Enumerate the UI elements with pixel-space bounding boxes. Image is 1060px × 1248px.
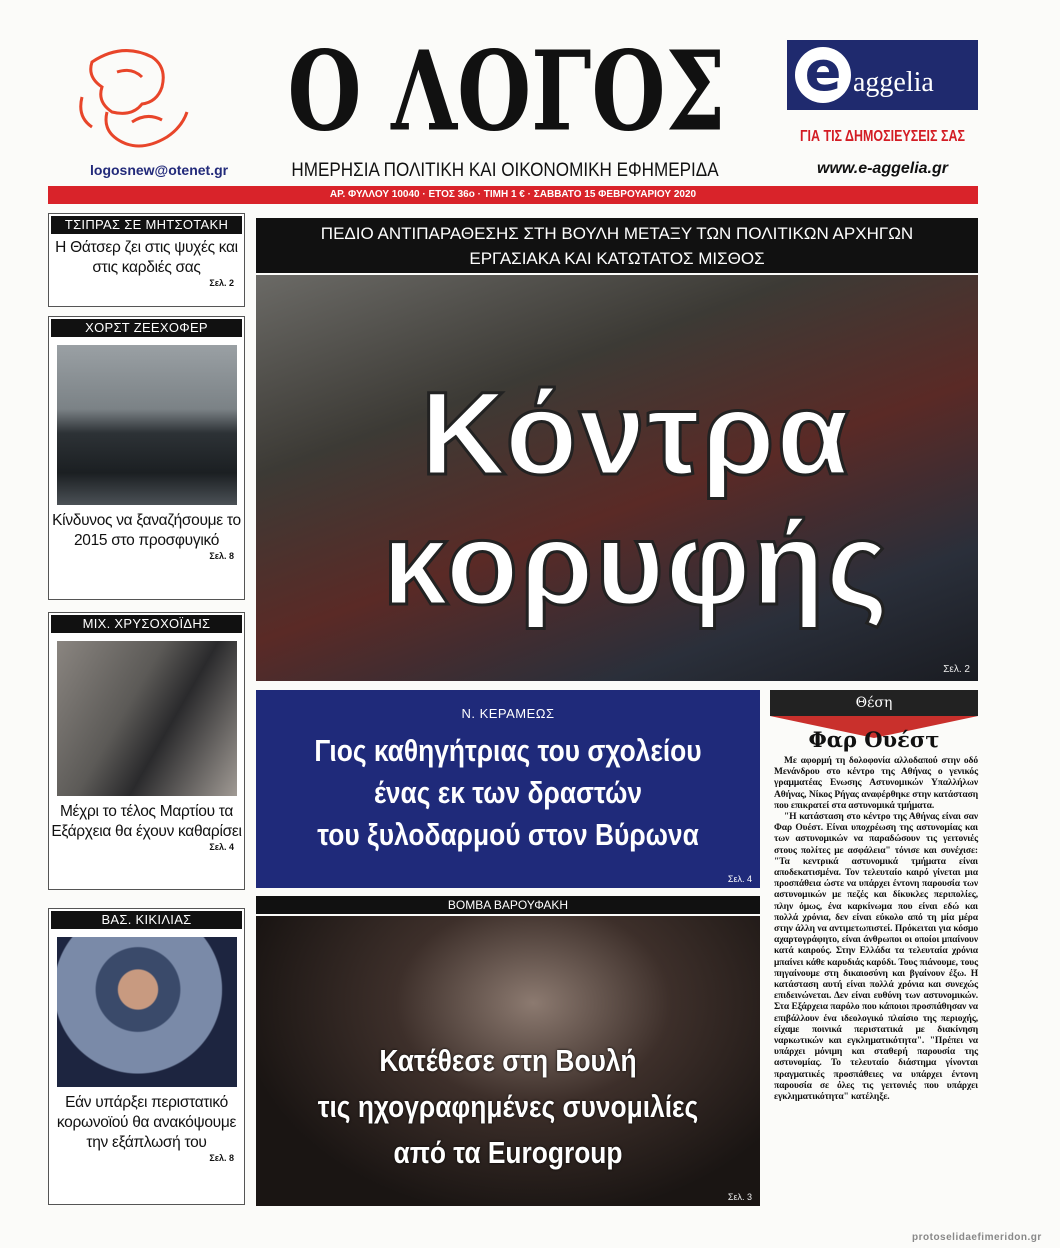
page-ref: Σελ. 4 bbox=[727, 874, 752, 884]
story-headline-line: Κατέθεσε στη Βουλή bbox=[379, 1043, 637, 1078]
lead-kicker-line: ΕΡΓΑΣΙΑΚΑ ΚΑΙ ΚΑΤΩΤΑΤΟΣ ΜΙΣΘΟΣ bbox=[469, 249, 765, 268]
story-kicker: Ν. ΚΕΡΑΜΕΩΣ bbox=[461, 706, 555, 721]
contact-email: logosnew@otenet.gr bbox=[90, 162, 229, 178]
masthead-tagline: ΗΜΕΡΗΣΙΑ ΠΟΛΙΤΙΚΗ ΚΑΙ ΟΙΚΟΝΟΜΙΚΗ ΕΦΗΜΕΡΙΔΑ bbox=[291, 160, 719, 181]
issue-info-band: ΑΡ. ΦΥΛΛΟΥ 10040 · ΕΤΟΣ 36ο · ΤΙΜΗ 1 € · ΣΑΒΒΑΤΟ 15 ΦΕΒΡΟΥΑΡΙΟΥ 2020 bbox=[48, 186, 978, 204]
story-headline: Κίνδυνος να ξαναζήσουμε το 2015 στο προσφυγικό bbox=[52, 512, 241, 549]
story-kicker: ΒΑΣ. ΚΙΚΙΛΙΑΣ bbox=[51, 911, 242, 929]
story-headline: Εάν υπάρξει περιστατικό κορωνοϊού θα ανακόψουμε την εξάπλωσή του bbox=[56, 1094, 237, 1151]
story-headline-line: από τα Eurogroup bbox=[393, 1135, 623, 1170]
kerameos-story[interactable] bbox=[256, 690, 760, 888]
story-kicker: ΜΙΧ. ΧΡΥΣΟΧΟΪΔΗΣ bbox=[51, 615, 242, 633]
page-ref: Σελ. 2 bbox=[943, 664, 970, 675]
masthead-title: Ο ΛΟΓΟΣ bbox=[287, 26, 726, 156]
kikilias-portrait-photo bbox=[57, 937, 237, 1087]
opinion-body bbox=[774, 756, 978, 1103]
page-ref: Σελ. 8 bbox=[209, 551, 234, 561]
newspaper-logo-figures bbox=[72, 42, 202, 157]
page-ref: Σελ. 3 bbox=[727, 1192, 752, 1202]
story-kicker: ΧΟΡΣΤ ΖΕΕΧΟΦΕΡ bbox=[51, 319, 242, 337]
parliament-hero-photo[interactable] bbox=[256, 275, 978, 681]
story-headline: Η Θάτσερ ζει στις ψυχές και στις καρδιές σας bbox=[55, 239, 238, 276]
exarchia-police-photo bbox=[57, 641, 237, 796]
lead-kicker-line: ΠΕΔΙΟ ΑΝΤΙΠΑΡΑΘΕΣΗΣ ΣΤΗ ΒΟΥΛΗ ΜΕΤΑΞΥ ΤΩΝ ΠΟΛΙΤΙΚΩΝ ΑΡΧΗΓΩΝ bbox=[320, 224, 914, 243]
ad-slogan: ΓΙΑ ΤΙΣ ΔΗΜΟΣΙΕΥΣΕΙΣ ΣΑΣ bbox=[800, 128, 965, 145]
varoufakis-story-photo[interactable] bbox=[256, 916, 760, 1206]
sidebar-story[interactable] bbox=[48, 612, 245, 890]
lead-headline-line: κορυφής bbox=[382, 498, 890, 630]
story-headline-line: τις ηχογραφημένες συνομιλίες bbox=[317, 1089, 699, 1124]
story-headline: Μέχρι το τέλος Μαρτίου τα Εξάρχεια θα έχουν καθαρίσει bbox=[51, 803, 242, 840]
eaggelia-e-icon: e bbox=[795, 47, 851, 103]
page-ref: Σελ. 2 bbox=[209, 278, 234, 288]
page-ref: Σελ. 8 bbox=[209, 1153, 234, 1163]
watermark: protoselidaefimeridon.gr bbox=[912, 1232, 1042, 1243]
eaggelia-word: aggelia bbox=[853, 67, 934, 98]
opinion-paragraph: "Η κατάσταση στο κέντρο της Αθήνας είναι σαν Φαρ Ουέστ. Είναι υποχρέωση της αστυνομίας και των αστυνομικών να παραδώσουν τις γειτονιές στους πολίτες με ασφάλεια" τόνισε και συνέχισε: "Τα κεντρικά αστυνομικά τμήματα είναι αποδεκατισμένα. Τον τελευταίο καιρό γίνεται μια προσπάθεια ώστε να υπάρχει έντονη παρουσία των αστυνομικών με πεζές και δίκυκλες περιπολίες, πλην όμως, ένα καρκίνωμα που είναι εδώ και πολλά χρόνια, δεν είναι εύκολο από τη μία μέρα στην άλλη να αντιμετωπιστεί. Πρόκειται για κόσμο αχαρτογράφητο, είναι άνθρωποι οι οποίοι μπαίνουν κατά καιρούς. Στην Ελλάδα τα τελευταία χρόνια μπαίνει κάθε καρυδιάς καρύδι. Τους πιάνουμε, τους πηγαίνουμε στη δικαιοσύνη και βγαίνουν έξω. Η κατάσταση αυτή είναι πολλά χρόνια και συνεχώς επιδεινώνεται. Δεν είναι ευθύνη των αστυνομικών. Στα Εξάρχεια παρόλο που κάποιοι προσπάθησαν να επιβάλλουν ένα ιδεολογικό πλαίσιο της περιοχής, είχαμε ποινικά περιστατικά με διακίνηση ναρκωτικών και εγκληματικότητα". "Πρέπει να υπάρχει μόνιμη και σταθερή παρουσία της αστυνομίας. Το τελευταίο διάστημα γίνονται πραγματικές προσπάθειες να υπάρχει έντονη παρουσία σε όλες τις γειτονιές που υπάρχει εγκληματικότητα" κατέληξε. bbox=[774, 812, 978, 1103]
sidebar-story[interactable] bbox=[48, 316, 245, 600]
story-headline bbox=[260, 1038, 756, 1176]
story-kicker: ΒΟΜΒΑ ΒΑΡΟΥΦΑΚΗ bbox=[256, 896, 760, 914]
lead-kicker-bar bbox=[256, 218, 978, 273]
page-ref: Σελ. 4 bbox=[209, 842, 234, 852]
sidebar-story[interactable] bbox=[48, 213, 245, 307]
sidebar-story[interactable] bbox=[48, 908, 245, 1205]
story-kicker: ΤΣΙΠΡΑΣ ΣΕ ΜΗΤΣΟΤΑΚΗ bbox=[51, 216, 242, 234]
migrants-boat-photo bbox=[57, 345, 237, 505]
story-headline-line: του ξυλοδαρμού στον Βύρωνα bbox=[317, 817, 699, 852]
story-headline-line: ένας εκ των δραστών bbox=[373, 775, 642, 810]
opinion-paragraph: Με αφορμή τη δολοφονία αλλοδαπού στην οδό Μενάνδρου στο κέντρο της Αθήνας ο γενικός γραμματέας Ενωσης Αστυνομικών Υπαλλήλων Αθήνας, Νίκος Ρήγας αναφέρθηκε στην κατάσταση που επικρατεί στα αστυνομικά τμήματα. bbox=[774, 756, 978, 811]
opinion-title: Φαρ Ουέστ bbox=[808, 727, 940, 752]
eaggelia-ad-logo bbox=[787, 40, 978, 110]
ad-url: www.e-aggelia.gr bbox=[817, 160, 948, 177]
opinion-section-label: Θέση bbox=[770, 690, 978, 716]
story-headline-line: Γιος καθηγήτριας του σχολείου bbox=[314, 733, 702, 768]
lead-headline-line: Κόντρα bbox=[420, 368, 852, 500]
